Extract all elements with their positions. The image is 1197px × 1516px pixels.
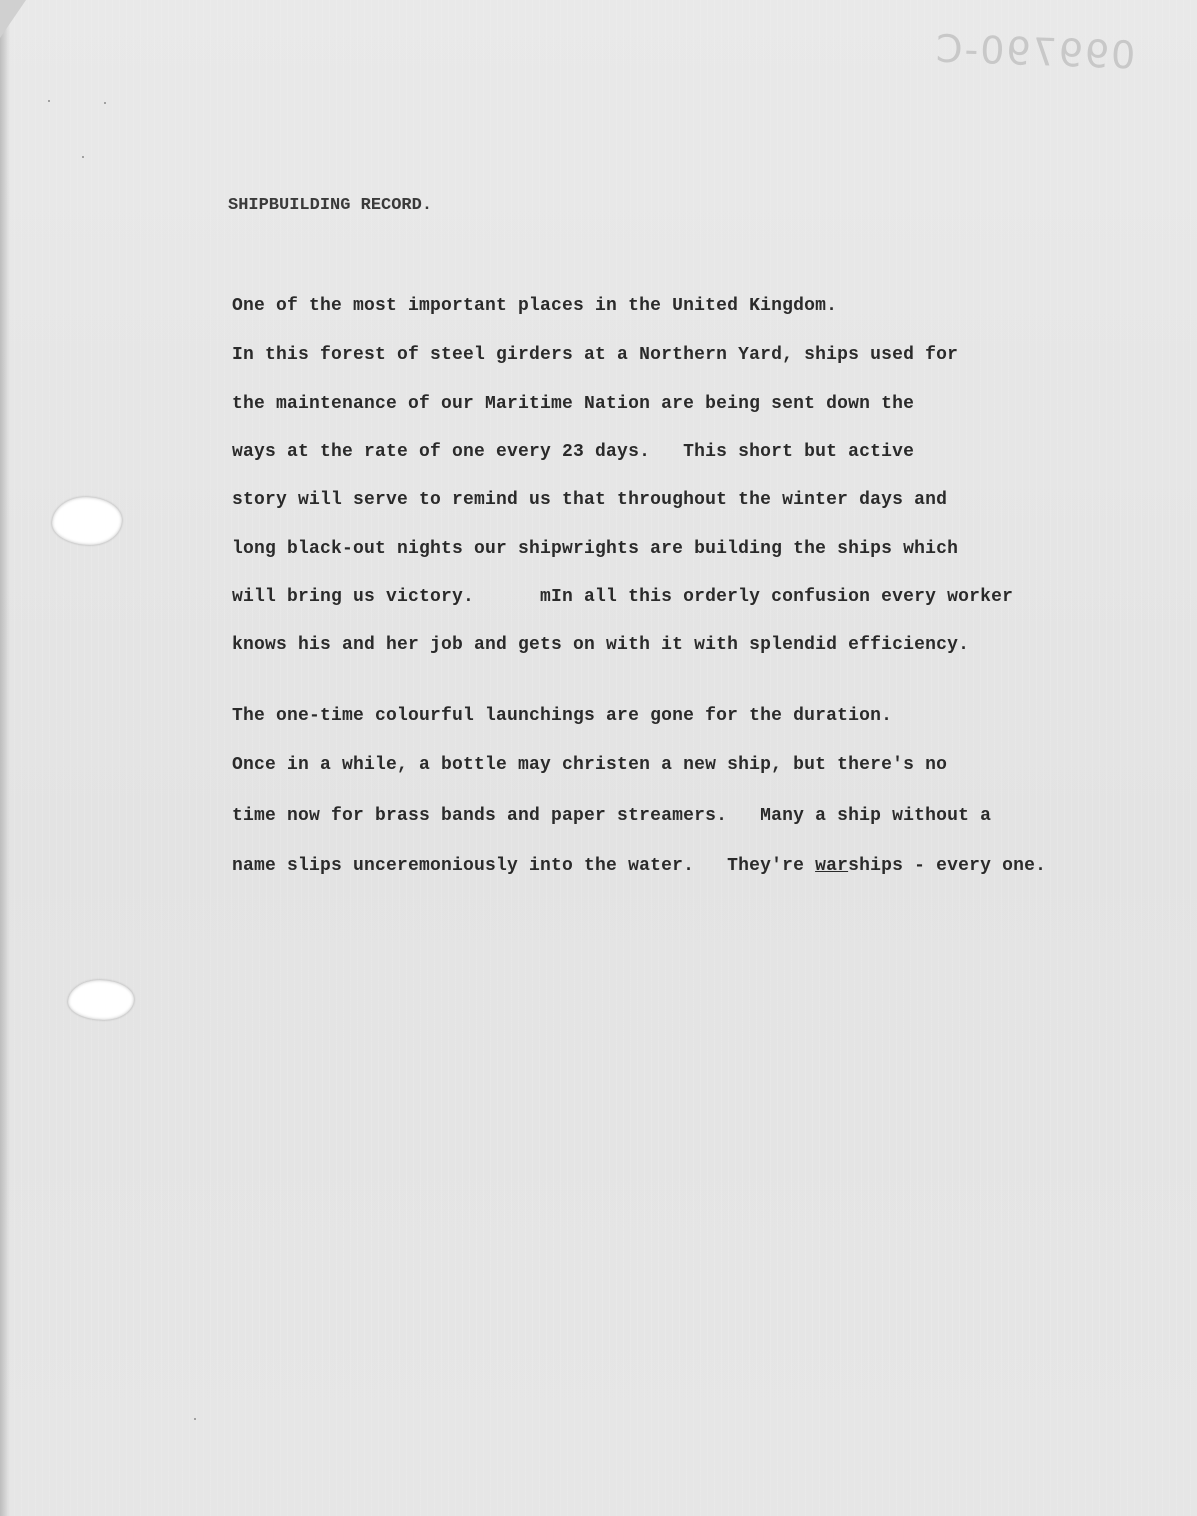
page-edge-shadow bbox=[0, 0, 10, 1516]
speck bbox=[82, 156, 84, 158]
paragraph-1-line-3: the maintenance of our Maritime Nation are being sent down the bbox=[232, 394, 915, 414]
paragraph-2-line-3: time now for brass bands and paper streamers. Many a ship without a bbox=[232, 806, 992, 826]
punch-hole-bottom bbox=[68, 980, 134, 1020]
paragraph-1-line-4: ways at the rate of one every 23 days. This short but active bbox=[232, 442, 915, 462]
punch-hole-top bbox=[52, 497, 122, 545]
paragraph-1-line-6: long black-out nights our shipwrights are building the ships which bbox=[232, 539, 959, 559]
speck bbox=[48, 100, 50, 102]
underlined-word: war bbox=[815, 856, 849, 876]
paragraph-1-line-7: will bring us victory. mIn all this orderly confusion every worker bbox=[232, 587, 1014, 607]
speck bbox=[194, 1418, 196, 1420]
paragraph-2-line-4-start: name slips unceremoniously into the water. They're bbox=[232, 856, 816, 876]
paragraph-2-line-4 bbox=[232, 856, 1046, 876]
paragraph-1-line-5: story will serve to remind us that throughout the winter days and bbox=[232, 490, 948, 510]
paragraph-2-line-4-end: ships - every one. bbox=[848, 856, 1047, 876]
document-title: SHIPBUILDING RECORD. bbox=[228, 196, 433, 215]
paragraph-1-line-8: knows his and her job and gets on with it with splendid efficiency. bbox=[232, 635, 970, 655]
paragraph-2-line-1: The one-time colourful launchings are gone for the duration. bbox=[232, 706, 893, 726]
reference-number: 099790-C bbox=[933, 26, 1137, 78]
paragraph-1-line-1: One of the most important places in the United Kingdom. bbox=[232, 296, 838, 316]
paragraph-2-line-2: Once in a while, a bottle may christen a new ship, but there's no bbox=[232, 755, 948, 775]
speck bbox=[104, 102, 106, 104]
paragraph-1-line-2: In this forest of steel girders at a Northern Yard, ships used for bbox=[232, 345, 959, 365]
corner-fold bbox=[0, 0, 26, 38]
